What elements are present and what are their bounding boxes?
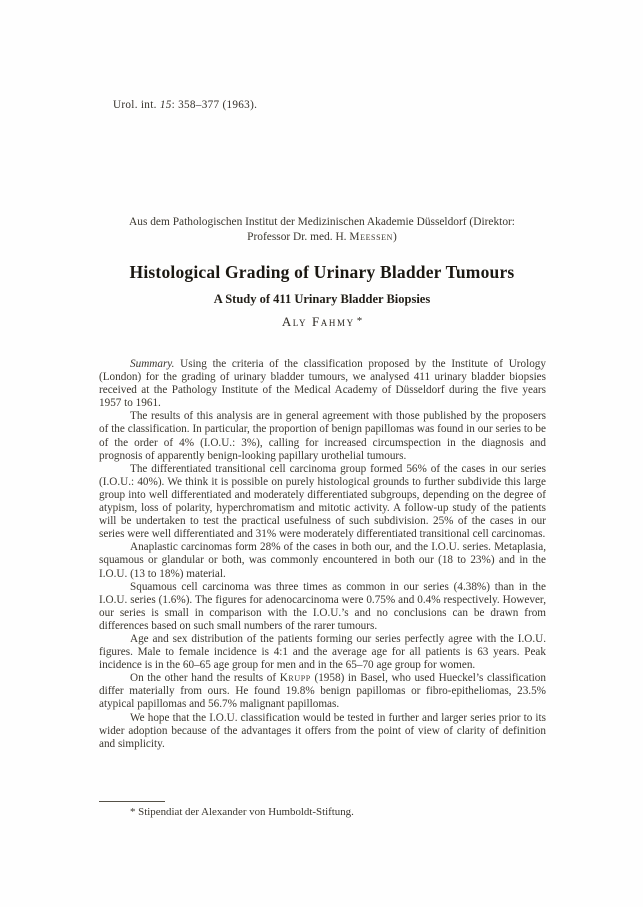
- paragraph-text: Using the criteria of the classification proposed by the Institute of Urology (London) for the grading of urinary bladder tumours, we analysed 411 urinary bladder biopsies received at the Pathology Institute of the Medical Academy of Düsseldorf during the five years 1957 to 1961.: [99, 358, 546, 410]
- paragraph-squamous: [99, 581, 546, 633]
- paragraph-summary: [99, 358, 546, 410]
- paragraph-text: (1958) in Basel, who used Hueckel’s classification differ materially from ours. He found 19.8% benign papillomas or fibro-epitheliomas, 23.5% atypical papillomas and 56.7% malignant papillomas.: [99, 672, 546, 711]
- author-line: [97, 314, 547, 330]
- paragraph-differentiated-group: [99, 463, 546, 542]
- paragraph-text: The results of this analysis are in general agreement with those published by the proposers of the classification. In particular, the proportion of benign papillomas was found in our series to be of the order of 4% (I.O.U.: 3%), calling for increased circumspection in the diagnosis and prognosis of apparently benign-looking papillary urothelial tumours.: [99, 410, 546, 462]
- article-subtitle: A Study of 411 Urinary Bladder Biopsies: [213, 292, 431, 306]
- paragraph-age-sex: [99, 633, 546, 672]
- paragraph-text: We hope that the I.O.U. classification would be tested in further and larger series prior to its wider adoption because of the advantages it offers from the point of view of clarity of definition and simplicity.: [99, 711, 546, 750]
- paragraph-text: Age and sex distribution of the patients forming our series perfectly agree with the I.O.U. figures. Male to female incidence is 4:1 and the average age for all patients is 63 years. Peak incidence is in the 60–65 age group for men and in the 65–70 age group for women.: [99, 632, 546, 672]
- journal-ref-suffix: : 358–377 (1963).: [171, 99, 258, 111]
- paragraph-krupp: [99, 672, 546, 711]
- paragraph-text: On the other hand the results of: [130, 672, 280, 685]
- affiliation-director-prefix: Professor Dr. med. H.: [247, 231, 350, 243]
- cited-author-name: Krupp: [279, 672, 311, 685]
- director-name: Meessen: [349, 231, 394, 243]
- footnote-text: Stipendiat der Alexander von Humboldt-Stiftung.: [135, 806, 354, 818]
- paragraph-text: The differentiated transitional cell carcinoma group formed 56% of the cases in our series (I.O.U.: 40%). We think it is possible on purely histological grounds to further subdivide this large group into well differentiated and moderately differentiated subgroups, depending on the degree of atypism, loss of polarity, hyperchromatism and mitotic activity. A follow-up study of the patients will be undertaken to test the practical usefulness of such subdivision. 25% of the cases in our series were well differentiated and 31% were moderately differentiated transitional cell carcinomas.: [99, 462, 546, 541]
- paragraph-text: Squamous cell carcinoma was three times as common in our series (4.38%) than in the I.O.U. series (1.6%). The figures for adenocarcinoma were 0.75% and 0.4% respectively. However, our series is small in comparison with the I.O.U.’s and no conclusions can be drawn from differences based on such small numbers of the rarer tumours.: [99, 580, 546, 632]
- journal-ref-volume: 15: [159, 99, 172, 111]
- footnote: [99, 806, 546, 819]
- affiliation: [97, 215, 547, 245]
- summary-body: [99, 358, 546, 751]
- affiliation-line-2: [97, 230, 547, 245]
- paragraph-anaplastic: [99, 541, 546, 580]
- paragraph-results: [99, 410, 546, 462]
- article-title: Histological Grading of Urinary Bladder Tumours: [129, 262, 515, 282]
- summary-lead: Summary.: [130, 358, 175, 370]
- affiliation-text: Aus dem Pathologischen Institut der Medizinischen Akademie Düsseldorf (Direktor:: [129, 216, 515, 228]
- journal-reference: [113, 99, 257, 111]
- paragraph-text: Anaplastic carcinomas form 28% of the cases in both our, and the I.O.U. series. Metaplasia, squamous or glandular or both, was commonly encountered in both our (18 to 23%) and in the I.O.U. (13 to 18%) material.: [99, 541, 546, 580]
- author-name: Aly Fahmy: [281, 314, 355, 329]
- author-footnote-marker: *: [356, 315, 363, 327]
- footnote-divider: [99, 801, 165, 802]
- journal-ref-prefix: Urol. int.: [113, 99, 160, 111]
- footnote-marker: *: [130, 806, 136, 818]
- paragraph-conclusion: [99, 712, 546, 751]
- affiliation-director-suffix: ): [393, 231, 397, 243]
- affiliation-line-1: [97, 215, 547, 230]
